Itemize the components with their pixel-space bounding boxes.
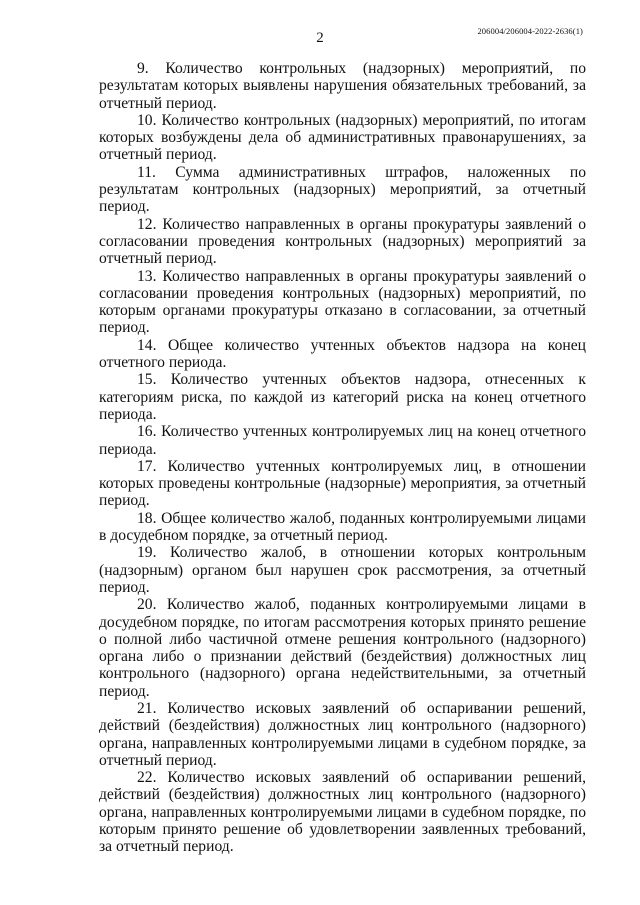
- document-body: [99, 60, 586, 856]
- paragraph-21: 21. Количество исковых заявлений об оспаривании решений, действий (бездействия) должностных лиц контрольного (надзорного) органа, направленных контролируемыми лицами в судебном порядке, за отчетный период.: [99, 699, 586, 769]
- document-id: 206004/206004-2022-2636(1): [477, 26, 583, 36]
- paragraph-14: 14. Общее количество учтенных объектов надзора на конец отчетного периода.: [99, 336, 586, 372]
- paragraph-12: 12. Количество направленных в органы прокуратуры заявлений о согласовании проведения контрольных (надзорных) мероприятий за отчетный период.: [99, 215, 586, 268]
- paragraph-22: 22. Количество исковых заявлений об оспаривании решений, действий (бездействия) должностных лиц контрольного (надзорного) органа, направленных контролируемыми лицами в судебном порядке, по которым принято решение об удовлетворении заявленных требований, за отчетный период.: [99, 769, 586, 856]
- paragraph-10: 10. Количество контрольных (надзорных) мероприятий, по итогам которых возбуждены дела об административных правонарушениях, за отчетный период.: [99, 111, 586, 164]
- paragraph-20: 20. Количество жалоб, поданных контролируемыми лицами в досудебном порядке, по итогам рассмотрения которых принято решение о полной либо частичной отмене решения контрольного (надзорного) органа либо о признании действий (бездействия) должностных лиц контрольного (надзорного) органа недействительными, за отчетный период.: [99, 596, 586, 700]
- paragraph-15: 15. Количество учтенных объектов надзора, отнесенных к категориям риска, по каждой из категорий риска на конец отчетного периода.: [99, 371, 586, 423]
- paragraph-16: 16. Количество учтенных контролируемых лиц на конец отчетного периода.: [99, 423, 586, 458]
- paragraph-17: 17. Количество учтенных контролируемых лиц, в отношении которых проведены контрольные (надзорные) мероприятия, за отчетный период.: [99, 457, 586, 510]
- paragraph-19: 19. Количество жалоб, в отношении которых контрольным (надзорным) органом был нарушен срок рассмотрения, за отчетный период.: [99, 544, 586, 596]
- paragraph-9: 9. Количество контрольных (надзорных) мероприятий, по результатам которых выявлены нарушения обязательных требований, за отчетный период.: [99, 60, 586, 112]
- paragraph-18: 18. Общее количество жалоб, поданных контролируемыми лицами в досудебном порядке, за отчетный период.: [99, 509, 586, 545]
- page-number: 2: [316, 30, 324, 46]
- paragraph-13: 13. Количество направленных в органы прокуратуры заявлений о согласовании проведения контрольных (надзорных) мероприятий, по которым органами прокуратуры отказано в согласовании, за отчетный период.: [99, 267, 586, 337]
- paragraph-11: 11. Сумма административных штрафов, наложенных по результатам контрольных (надзорных) мероприятий, за отчетный период.: [99, 163, 586, 216]
